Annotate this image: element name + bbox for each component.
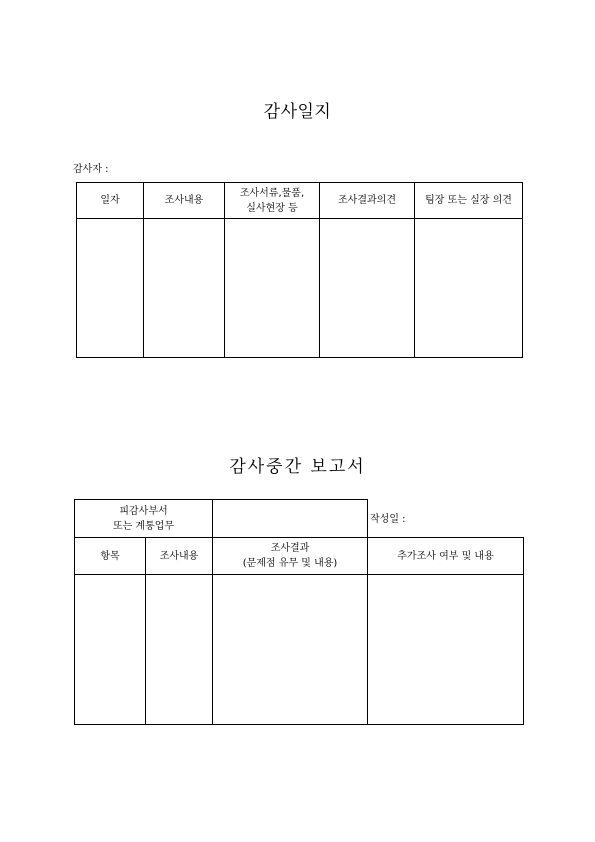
interim-report-title: 감사중간 보고서 <box>229 457 366 477</box>
audited-dept-row <box>75 500 524 538</box>
audit-log-title: 감사일지 <box>263 102 332 122</box>
date-label: 작성일 : <box>370 513 406 525</box>
header-result <box>213 538 368 575</box>
header-result-line1: 조사결과 <box>270 543 310 554</box>
audited-dept-label-line2: 또는 계통업무 <box>112 520 175 532</box>
interim-report-body-row <box>75 575 524 725</box>
header-item: 항목 <box>75 538 146 575</box>
header-additional-investigation: 추가조사 여부 및 내용 <box>368 538 524 575</box>
audit-log-table <box>76 182 523 358</box>
audit-log-body-row <box>77 219 523 358</box>
header-investigation-content: 조사내용 <box>144 183 225 219</box>
header-manager-opinion: 팀장 또는 실장 의견 <box>415 183 523 219</box>
body-opinion-cell[interactable] <box>320 219 415 358</box>
header-investigation-documents <box>225 183 320 219</box>
interim-report-table <box>74 499 524 725</box>
body-documents-cell[interactable] <box>225 219 320 358</box>
body-additional-cell[interactable] <box>368 575 524 725</box>
audit-log-header-row <box>77 183 523 219</box>
interim-report-header-row <box>75 538 524 575</box>
body-content-cell[interactable] <box>144 219 225 358</box>
auditor-label: 감사자 : <box>73 164 109 175</box>
header-result-line2: (문제점 유무 및 내용) <box>242 558 338 569</box>
header-investigation-opinion: 조사결과의견 <box>320 183 415 219</box>
body-item-cell[interactable] <box>75 575 146 725</box>
header-documents-line1: 조사서류,물품, <box>239 187 305 199</box>
header-documents-line2: 실사현장 등 <box>246 202 298 214</box>
body-date-cell[interactable] <box>77 219 144 358</box>
audited-dept-value[interactable] <box>213 500 368 538</box>
audited-dept-label <box>75 500 213 538</box>
audited-dept-label-line1: 피감사부서 <box>119 505 168 517</box>
body-result-cell[interactable] <box>213 575 368 725</box>
header-content: 조사내용 <box>146 538 213 575</box>
header-date: 일자 <box>77 183 144 219</box>
body-content-cell-2[interactable] <box>146 575 213 725</box>
body-manager-opinion-cell[interactable] <box>415 219 523 358</box>
